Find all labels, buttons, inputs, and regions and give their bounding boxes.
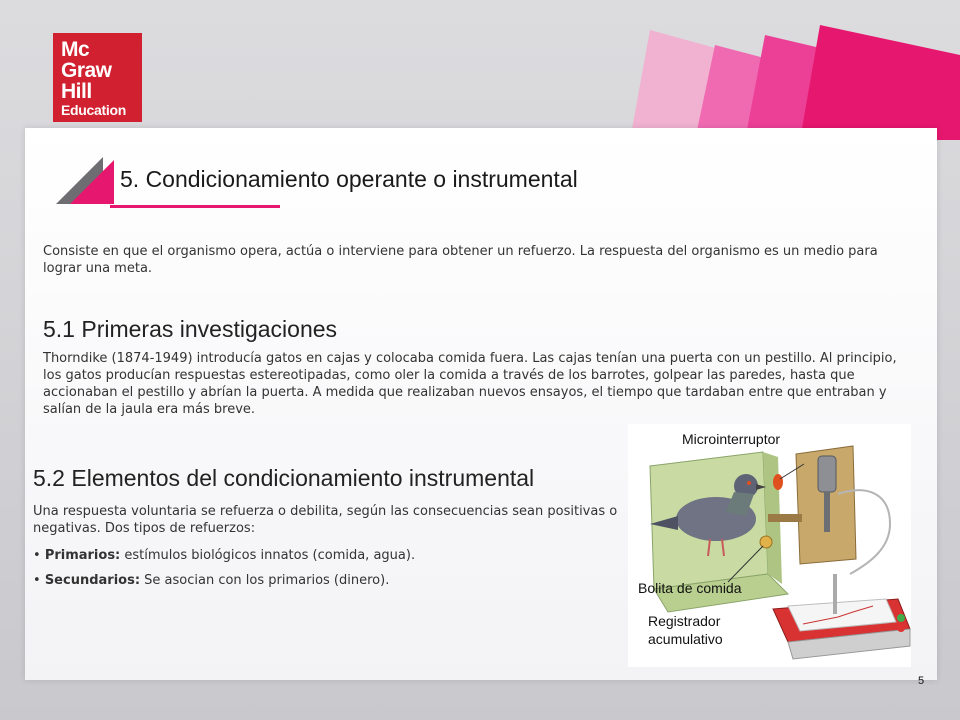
label-food-pellet: Bolita de comida <box>638 580 742 596</box>
bullet-secondary-text: Se asocian con los primarios (dinero). <box>140 573 390 588</box>
brand-logo <box>53 33 142 122</box>
label-recorder-line-1: Registrador <box>648 613 721 629</box>
slide-title: 5. Condicionamiento operante o instrumental <box>120 166 578 192</box>
bullet-secondary: • Secundarios: Se asocian con los primarios (dinero). <box>33 573 390 588</box>
mechanism-shaft <box>824 492 830 532</box>
intro-paragraph: Consiste en que el organismo opera, actúa o interviene para obtener un refuerzo. La respuesta del organismo es un medio para lograr una meta. <box>43 244 878 276</box>
pigeon-eye <box>747 481 751 485</box>
logo-line-4: Education <box>61 102 126 118</box>
bullet-primary-text: estímulos biológicos innatos (comida, agua). <box>120 548 416 563</box>
skinner-box-figure <box>628 424 911 667</box>
bullet-primary-label: Primarios: <box>44 548 121 563</box>
section-2-heading: 5.2 Elementos del condicionamiento instrumental <box>33 465 535 491</box>
feeder-arm <box>768 514 802 522</box>
title-underline <box>110 205 280 208</box>
recorder-pen <box>833 574 837 614</box>
recorder-knob-red <box>897 624 905 632</box>
microswitch <box>773 474 783 490</box>
title-decoration <box>56 157 116 207</box>
section-1-body: Thorndike (1874-1949) introducía gatos en cajas y colocaba comida fuera. Las cajas tenían una puerta con un pestillo. Al principio, los gatos producían respuestas estereotipadas, como oler la comida a través de los barrotes, golpear las paredes, hasta que accionaban el pestillo y abrían la puerta. A medida que realizaban nuevos ensayos, el tiempo que tardaban entre que entraban y salían de la jaula era más breve. <box>43 351 897 417</box>
section-2-body: Una respuesta voluntaria se refuerza o debilita, según las consecuencias sean positivas o negativas. Dos tipos de refuerzos: <box>33 504 618 536</box>
bullet-primary: • Primarios: estímulos biológicos innatos (comida, agua). <box>33 548 416 563</box>
logo-line-3: Hill <box>61 80 92 103</box>
mechanism-cylinder <box>818 456 836 492</box>
page-number: 5 <box>918 675 925 687</box>
label-recorder-line-2: acumulativo <box>648 631 723 647</box>
logo-line-1: Mc <box>61 38 90 61</box>
recorder-knob-green <box>897 614 905 622</box>
section-1-heading: 5.1 Primeras investigaciones <box>43 316 338 342</box>
logo-line-2: Graw <box>61 59 112 82</box>
ribbon-dark <box>800 25 960 140</box>
food-pellet <box>760 536 772 548</box>
decorative-ribbons <box>620 0 960 140</box>
label-microswitch: Microinterruptor <box>682 431 781 447</box>
bullet-secondary-label: Secundarios: <box>44 573 141 588</box>
